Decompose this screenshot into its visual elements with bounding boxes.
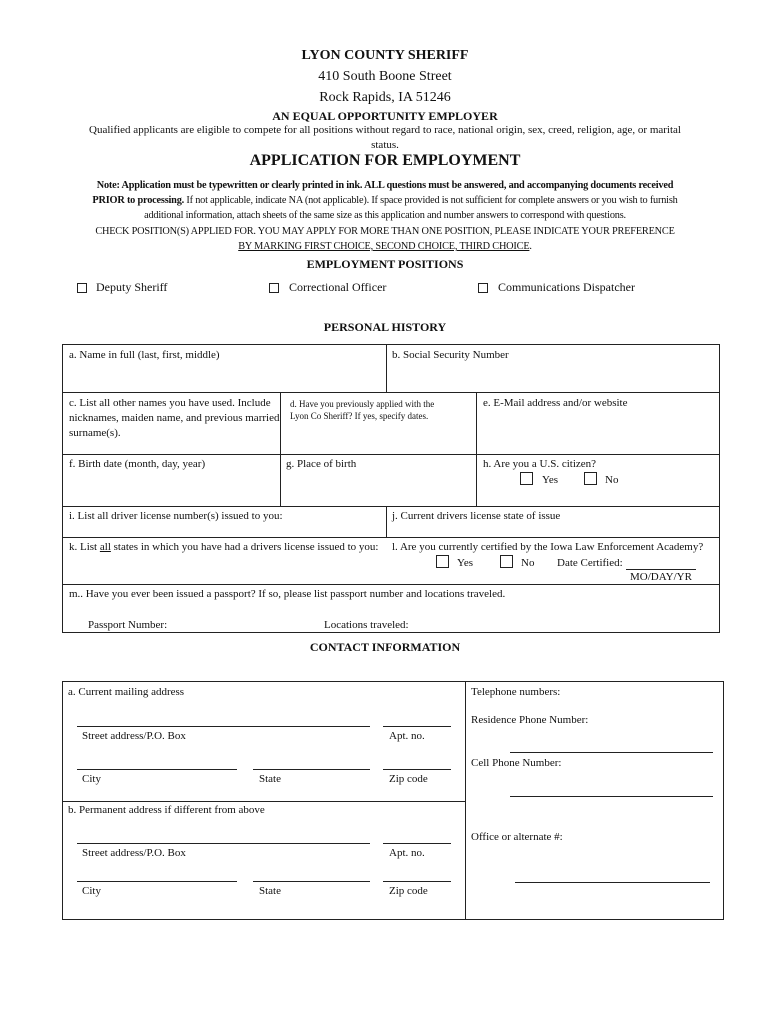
col-divider <box>476 392 477 506</box>
note-line-4: CHECK POSITION(S) APPLIED FOR. YOU MAY APPLY FOR MORE THAN ONE POSITION, PLEASE INDICATE YOUR PREFERENCE <box>95 226 675 237</box>
perm-street-line[interactable] <box>77 843 370 844</box>
license-states-suffix: states in which you have had a drivers license issued to you: <box>110 541 379 553</box>
row-divider <box>62 801 465 802</box>
ilea-certified-label: l. Are you currently certified by the Iowa Law Enforcement Academy? <box>392 541 704 553</box>
note-line-5 <box>0 241 770 252</box>
locations-traveled-label: Locations traveled: <box>324 619 409 631</box>
license-state-label: j. Current drivers license state of issue <box>392 510 561 522</box>
place-of-birth-label: g. Place of birth <box>286 458 357 470</box>
citizen-yes-checkbox[interactable] <box>520 472 533 485</box>
perm-city-label: City <box>82 885 101 897</box>
license-states-prefix: k. List <box>69 541 100 553</box>
ilea-no-label: No <box>521 557 535 569</box>
previously-applied-label-1: d. Have you previously applied with the <box>290 399 435 409</box>
row-divider <box>62 506 720 507</box>
driver-license-label: i. List all driver license number(s) issued to you: <box>69 510 283 522</box>
state-line[interactable] <box>253 769 370 770</box>
form-title: APPLICATION FOR EMPLOYMENT <box>249 152 521 169</box>
note-line-5-end: . <box>529 241 532 252</box>
dispatcher-checkbox[interactable] <box>478 283 488 293</box>
col-divider <box>280 392 281 506</box>
perm-street-label: Street address/P.O. Box <box>82 847 186 859</box>
other-names-label-3: surname(s). <box>69 427 121 439</box>
correctional-officer-label: Correctional Officer <box>289 280 387 294</box>
agency-name: LYON COUNTY SHERIFF <box>301 48 469 63</box>
date-format-label: MO/DAY/YR <box>630 571 692 583</box>
birth-date-label: f. Birth date (month, day, year) <box>69 458 206 470</box>
agency-city: Rock Rapids, IA 51246 <box>319 90 451 105</box>
permanent-address-label: b. Permanent address if different from above <box>68 804 265 816</box>
dispatcher-label: Communications Dispatcher <box>498 280 635 294</box>
cell-phone-line[interactable] <box>510 796 713 797</box>
license-states-label <box>69 541 378 553</box>
eoe-text-1: Qualified applicants are eligible to compete for all positions without regard to race, national origin, sex, creed, religion, age, or marital <box>89 124 681 136</box>
street-line[interactable] <box>77 726 370 727</box>
apt-label: Apt. no. <box>389 730 425 742</box>
perm-state-line[interactable] <box>253 881 370 882</box>
other-names-label-2: nicknames, maiden name, and previous married <box>69 412 280 424</box>
perm-city-line[interactable] <box>77 881 237 882</box>
state-label: State <box>259 773 281 785</box>
passport-number-label: Passport Number: <box>88 619 168 631</box>
previously-applied-label-2: Lyon Co Sheriff? If yes, specify dates. <box>290 411 429 421</box>
residence-phone-label: Residence Phone Number: <box>471 714 589 726</box>
note-line-1: Note: Application must be typewritten or clearly printed in ink. ALL questions must be answered, and accompanying documents received <box>96 180 674 191</box>
personal-history-heading: PERSONAL HISTORY <box>323 320 447 334</box>
apt-line[interactable] <box>383 726 451 727</box>
row-divider <box>62 454 720 455</box>
citizen-label: h. Are you a U.S. citizen? <box>483 458 597 470</box>
agency-street: 410 South Boone Street <box>318 69 452 84</box>
perm-state-label: State <box>259 885 281 897</box>
ssn-label: b. Social Security Number <box>392 349 509 361</box>
ilea-yes-checkbox[interactable] <box>436 555 449 568</box>
office-phone-line[interactable] <box>515 882 710 883</box>
row-divider <box>62 537 720 538</box>
note-preference: BY MARKING FIRST CHOICE, SECOND CHOICE, THIRD CHOICE <box>238 241 530 252</box>
positions-heading: EMPLOYMENT POSITIONS <box>306 257 464 271</box>
residence-phone-line[interactable] <box>510 752 713 753</box>
cell-phone-label: Cell Phone Number: <box>471 757 562 769</box>
perm-apt-label: Apt. no. <box>389 847 425 859</box>
perm-zip-line[interactable] <box>383 881 451 882</box>
date-certified-label: Date Certified: <box>557 557 623 569</box>
email-label: e. E-Mail address and/or website <box>483 397 628 409</box>
citizen-no-checkbox[interactable] <box>584 472 597 485</box>
eoe-heading: AN EQUAL OPPORTUNITY EMPLOYER <box>272 109 498 123</box>
passport-label: m.. Have you ever been issued a passport? If so, please list passport number and locations traveled. <box>69 588 506 600</box>
deputy-sheriff-label: Deputy Sheriff <box>96 280 168 294</box>
citizen-yes-label: Yes <box>542 474 559 486</box>
full-name-label: a. Name in full (last, first, middle) <box>69 349 220 361</box>
row-divider <box>62 392 720 393</box>
license-states-all: all <box>99 541 111 553</box>
zip-line[interactable] <box>383 769 451 770</box>
date-certified-line[interactable] <box>626 569 696 570</box>
perm-zip-label: Zip code <box>389 885 428 897</box>
current-address-label: a. Current mailing address <box>68 686 185 698</box>
contact-info-heading: CONTACT INFORMATION <box>309 640 461 654</box>
office-phone-label: Office or alternate #: <box>471 831 563 843</box>
zip-label: Zip code <box>389 773 428 785</box>
col-divider <box>465 681 466 920</box>
row-divider <box>62 584 720 585</box>
city-line[interactable] <box>77 769 237 770</box>
note-line-2-rest: If not applicable, indicate NA (not applicable). If space provided is not sufficient for complete answers or you wish to furnish <box>184 195 678 206</box>
perm-apt-line[interactable] <box>383 843 451 844</box>
telephone-heading: Telephone numbers: <box>471 686 561 698</box>
note-line-3: additional information, attach sheets of the same size as this application and number answers to correspond with questions. <box>144 210 626 221</box>
citizen-no-label: No <box>605 474 619 486</box>
correctional-officer-checkbox[interactable] <box>269 283 279 293</box>
street-label: Street address/P.O. Box <box>82 730 186 742</box>
col-divider <box>386 344 387 392</box>
ilea-yes-label: Yes <box>457 557 474 569</box>
city-label: City <box>82 773 101 785</box>
col-divider <box>386 506 387 537</box>
other-names-label-1: c. List all other names you have used. Include <box>69 397 271 409</box>
deputy-sheriff-checkbox[interactable] <box>77 283 87 293</box>
note-line-2 <box>0 195 770 206</box>
eoe-text-2: status. <box>371 139 399 151</box>
note-prior-processing: PRIOR to processing. <box>92 195 185 206</box>
ilea-no-checkbox[interactable] <box>500 555 513 568</box>
